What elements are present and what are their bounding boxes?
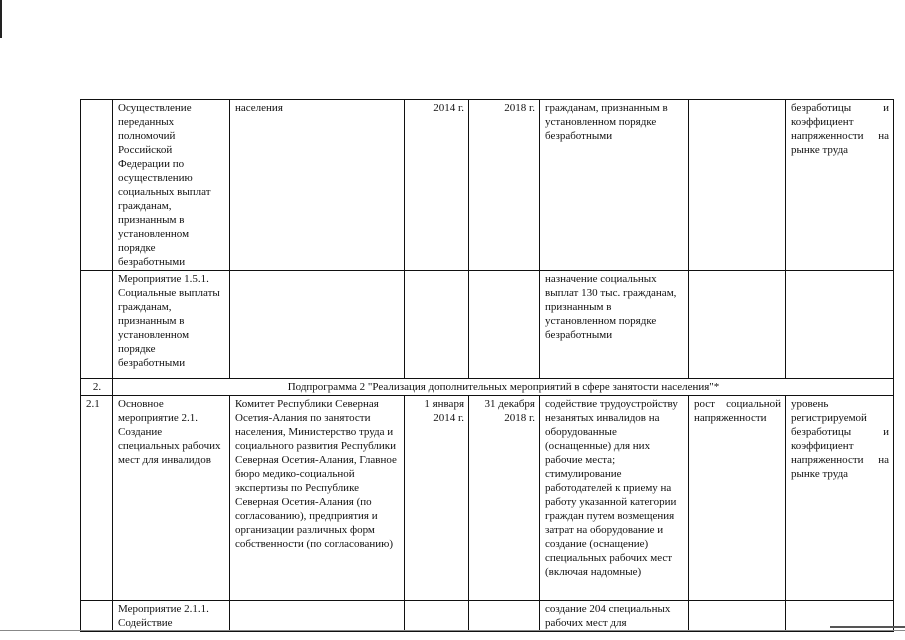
row-number: [81, 601, 113, 632]
executor: Комитет Республики Северная Осетия-Алания по занятости населения, Министерство труда и социального развития Республики Северная Осетия-Алания, Главное бюро медико-социальной экспертизы по Республике Северная Осетия-Алания (по согласованию), предприятия и организации различных форм собственности (по согласованию): [230, 396, 405, 601]
row-number: [81, 271, 113, 379]
row-number: [81, 100, 113, 271]
executor: [230, 601, 405, 632]
start-date: 1 января 2014 г.: [405, 396, 469, 601]
table-row: [81, 100, 894, 271]
end-date: 31 декабря 2018 г.: [469, 396, 540, 601]
executor: [230, 271, 405, 379]
expected-result: назначение социальных выплат 130 тыс. гражданам, признанным в установленном порядке безработными: [540, 271, 689, 379]
end-date: [469, 271, 540, 379]
consequences: [689, 100, 786, 271]
scan-edge-mark: [0, 0, 2, 38]
event-name: Основное мероприятие 2.1. Создание специальных рабочих мест для инвалидов: [113, 396, 230, 601]
event-name: Мероприятие 2.1.1. Содействие: [113, 601, 230, 632]
page-bottom-line: [0, 630, 905, 631]
executor: населения: [230, 100, 405, 271]
start-date: [405, 271, 469, 379]
indicator: [786, 271, 894, 379]
row-number: 2.1: [81, 396, 113, 601]
end-date: [469, 601, 540, 632]
expected-result: гражданам, признанным в установленном порядке безработными: [540, 100, 689, 271]
subprogram-row: [81, 379, 894, 396]
expected-result: содействие трудоустройству незанятых инвалидов на оборудованные (оснащенные) для них рабочие места; стимулирование работодателей к приему на работу указанной категории граждан путем возмещения затрат на оборудование и создание (оснащение) специальных рабочих мест (включая надомные): [540, 396, 689, 601]
indicator: безработицы и коэффициент напряженности на рынке труда: [786, 100, 894, 271]
table-row: [81, 271, 894, 379]
end-date: 2018 г.: [469, 100, 540, 271]
subprogram-number: 2.: [81, 379, 113, 396]
table-row: [81, 601, 894, 632]
event-name: Мероприятие 1.5.1. Социальные выплаты гражданам, признанным в установленном порядке безработными: [113, 271, 230, 379]
indicator: уровень регистрируемой безработицы и коэффициент напряженности на рынке труда: [786, 396, 894, 601]
page-bottom-mark: [830, 626, 905, 628]
consequences: [689, 271, 786, 379]
table-row: [81, 396, 894, 601]
consequences: [689, 601, 786, 632]
consequences: рост социальной напряженности: [689, 396, 786, 601]
event-name: Осуществление переданных полномочий Российской Федерации по осуществлению социальных выплат гражданам, признанным в установленном порядке безработными: [113, 100, 230, 271]
program-table: [80, 99, 894, 632]
subprogram-title: Подпрограмма 2 "Реализация дополнительных мероприятий в сфере занятости населения"*: [113, 379, 894, 396]
expected-result: создание 204 специальных рабочих мест для: [540, 601, 689, 632]
start-date: 2014 г.: [405, 100, 469, 271]
start-date: [405, 601, 469, 632]
